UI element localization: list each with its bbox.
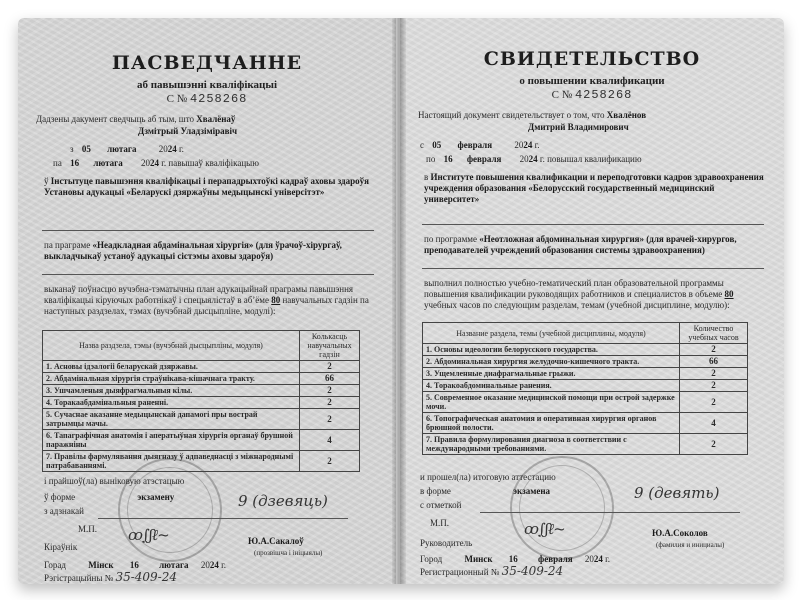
row-name: 4. Торакоабдоминальные ранения. — [423, 380, 680, 392]
row-name: 4. Торакаабдамінальныя раненні. — [43, 397, 300, 409]
row-hours: 66 — [680, 356, 748, 368]
blank-line — [422, 224, 764, 225]
row-hours: 2 — [680, 368, 748, 380]
row-hours: 4 — [680, 413, 748, 434]
program-block — [424, 234, 764, 256]
row-name: 3. Ущемленные диафрагмальные грыжи. — [423, 368, 680, 380]
to-year-prefix: 20 — [519, 154, 529, 164]
issue-year: 24 — [593, 554, 603, 564]
table-row — [423, 380, 748, 392]
left-page — [18, 18, 396, 584]
grade-value: 9 (девять) — [634, 484, 720, 502]
city-label: Горад — [44, 560, 66, 570]
table-row — [43, 397, 360, 409]
blank-line — [42, 274, 374, 275]
table-row — [423, 368, 748, 380]
from-year-prefix: 20 — [514, 140, 524, 150]
subjects-table — [422, 322, 748, 455]
certificate-number — [18, 94, 396, 105]
hours-text: навучальных гадзін па наступных раздзелах, тэмах (вучэбнай дысцыпліне, модулі): — [44, 295, 369, 316]
in-prefix: в — [424, 172, 429, 182]
grade-label: с отметкой — [420, 500, 462, 510]
row-hours: 2 — [680, 392, 748, 413]
from-year: 24 — [167, 144, 177, 154]
page-title: ПАСВЕДЧАННЕ — [111, 52, 303, 74]
certificate-booklet — [18, 18, 784, 584]
row-hours: 66 — [300, 373, 360, 385]
row-name: 5. Сучаснае аказанне медыцынскай дапамогі пры вострай затрымцы мачы. — [43, 409, 300, 430]
head-label: Руководитель — [420, 538, 473, 548]
blank-line — [42, 230, 374, 231]
grade-label: з адзнакай — [44, 506, 84, 516]
grade-value: 9 (дзевяць) — [238, 492, 328, 510]
issue-day: 16 — [129, 560, 139, 570]
program-name: «Неадкладная абдамінальная хірургія» (для ўрачоў-хірургаў, выкладчыкаў устаноў адукацыі сістэмы аховы здароўя) — [44, 240, 342, 261]
form-label: ў форме — [44, 492, 76, 502]
completed-text: полностью учебно-тематический план образовательной программы повышения квалификации руководящих работников и специалистов в объеме — [424, 278, 724, 299]
in-prefix: ў — [44, 176, 49, 186]
table-row — [43, 430, 360, 451]
from-year-suffix: г. — [179, 144, 184, 154]
issue-suffix: г. — [221, 560, 226, 570]
completion-block — [44, 284, 374, 317]
booklet-spine — [392, 18, 406, 584]
issue-year-prefix: 20 — [200, 560, 210, 570]
date-from — [70, 144, 184, 155]
number-value: 4258268 — [574, 88, 633, 102]
table-row — [43, 385, 360, 397]
row-name: 1. Основы идеологии белорусского государства. — [423, 344, 680, 356]
to-suffix: г. повышал — [539, 154, 583, 164]
completed-text: поўнасцю вучэбна-тэматычны план адукацыйнай праграмы павышэння кваліфікацыі кіруючых работнікаў і спецыялістаў в аб’ёме — [44, 284, 354, 305]
given-line — [418, 110, 646, 121]
head-name: Ю.А.Соколов — [652, 528, 708, 538]
blank-line — [422, 268, 764, 269]
row-hours: 2 — [300, 451, 360, 472]
row-hours: 2 — [680, 380, 748, 392]
reg-number: 35-409-24 — [501, 564, 564, 578]
signature-icon: ꝏ∫ʃℓ~ — [524, 520, 565, 538]
table-row — [423, 413, 748, 434]
header-name: Назва раздзела, тэмы (вучэбнай дысцыпліны, модуля) — [43, 331, 300, 361]
head-name: Ю.А.Сакалоў — [248, 536, 304, 546]
table-row — [43, 409, 360, 430]
form-label: в форме — [420, 486, 451, 496]
completed-prefix: выполнил — [424, 278, 463, 288]
from-day: 05 — [432, 140, 442, 150]
from-year: 24 — [523, 140, 533, 150]
completed-prefix: выканаў — [44, 284, 76, 294]
date-to — [426, 154, 642, 165]
from-year-suffix: г. — [534, 140, 540, 150]
row-hours: 2 — [300, 397, 360, 409]
header-hours: Количество учебных часов — [680, 323, 748, 344]
hours-text: учебных часов по следующим разделам, темам (учебной дисциплине, модулю): — [424, 300, 730, 310]
row-name: 1. Асновы ідэалогіі беларускай дзяржавы. — [43, 361, 300, 373]
issue-month: февраля — [538, 554, 573, 564]
program-prefix: по программе — [424, 234, 477, 244]
issue-day: 16 — [508, 554, 518, 564]
date-from — [420, 140, 540, 151]
seal-label: М.П. — [430, 518, 450, 528]
row-name: 3. Ушчамленыя дыяфрагмальныя кілы. — [43, 385, 300, 397]
blank-line — [480, 512, 740, 513]
table-row — [423, 434, 748, 455]
head-label: Кіраўнік — [44, 542, 78, 552]
to-suffix: г. павышаў — [161, 158, 203, 168]
to-label: па — [53, 158, 62, 168]
subjects-table — [42, 330, 360, 472]
registration-line — [44, 572, 177, 584]
from-label: з — [70, 144, 74, 154]
form-value: экзамена — [513, 486, 551, 496]
row-name: 7. Правила формулирования диагноза в соответствии с международными требованиями. — [423, 434, 680, 455]
hours-total: 80 — [271, 295, 281, 305]
to-tail: кваліфікацыю — [205, 158, 259, 168]
from-label: с — [420, 140, 424, 150]
seal-stamp — [118, 458, 222, 562]
reg-label: Регистрационный № — [420, 567, 500, 577]
seal-label: М.П. — [78, 524, 98, 534]
reg-label: Рэгістрацыйны № — [44, 573, 114, 583]
row-hours: 2 — [680, 434, 748, 455]
form-value: экзамену — [137, 492, 175, 502]
header-name: Название раздела, темы (учебной дисциплины, модуля) — [423, 323, 680, 344]
city: Мінск — [88, 560, 114, 570]
row-name: 2. Абдамінальная хірургія страўнікава-кішачнага тракту. — [43, 373, 300, 385]
issue-year: 24 — [209, 560, 219, 570]
issue-year-prefix: 20 — [584, 554, 594, 564]
institution-block — [44, 176, 374, 198]
form-line — [420, 486, 550, 497]
to-year: 24 — [150, 158, 159, 168]
header-hours: Колькасць навучальных гадзін — [300, 331, 360, 361]
program-block — [44, 240, 374, 262]
to-month: лютага — [93, 158, 123, 168]
row-hours: 2 — [300, 409, 360, 430]
to-day: 16 — [443, 154, 453, 164]
table-header — [423, 323, 748, 344]
to-day: 16 — [70, 158, 80, 168]
to-label: по — [426, 154, 436, 164]
grade-line — [44, 506, 84, 517]
row-name: 7. Правілы фармулявання дыягназу ў адпаведнасці з міжнароднымі патрабаваннямі. — [43, 451, 300, 472]
number-prefix: С № — [166, 93, 188, 105]
head-caption: (прозвішча і ініцыялы) — [254, 549, 323, 557]
institution: Інстытуце павышэння кваліфікацыі і перападрыхтоўкі кадраў аховы здароўя Установы адукацыі «Беларускі дзяржаўны медыцынскі універсітэт» — [44, 176, 369, 197]
hours-total: 80 — [724, 289, 734, 299]
full-name: Дмитрий Владимирович — [528, 122, 629, 132]
row-hours: 2 — [300, 361, 360, 373]
certificate-number — [400, 90, 784, 101]
city-label: Город — [420, 554, 443, 564]
table-row — [423, 392, 748, 413]
page-title: СВИДЕТЕЛЬСТВО — [483, 48, 701, 70]
to-tail: квалификацию — [584, 154, 642, 164]
grade-line — [420, 500, 461, 511]
to-year-prefix: 20 — [141, 158, 150, 168]
issue-suffix: г. — [605, 554, 611, 564]
full-name: Дзмітрый Уладзіміравіч — [138, 126, 238, 136]
registration-line — [420, 566, 563, 578]
date-to — [53, 158, 259, 169]
blank-line — [98, 518, 348, 519]
right-page — [400, 18, 784, 584]
table-row — [43, 361, 360, 373]
form-line — [44, 492, 174, 503]
from-day: 05 — [81, 144, 91, 154]
given-text: Дадзены дакумент сведчыць аб тым, што — [36, 114, 195, 124]
program-prefix: па праграме — [44, 240, 91, 250]
from-month: лютага — [107, 144, 137, 154]
table-row — [423, 356, 748, 368]
table-row — [423, 344, 748, 356]
row-name: 6. Топографическая анатомия и оперативная хирургия органов брюшной полости. — [423, 413, 680, 434]
surname: Хвалёнов — [606, 110, 647, 120]
number-value: 4258268 — [189, 92, 248, 106]
to-month: февраля — [466, 154, 502, 164]
given-line — [36, 114, 235, 125]
number-prefix: С № — [551, 89, 573, 101]
row-hours: 2 — [680, 344, 748, 356]
to-year: 24 — [528, 154, 538, 164]
program-name: «Неотложная абдоминальная хирургия» (для врачей-хирургов, преподавателей учреждений образования системы здравоохранения) — [424, 234, 737, 255]
issue-month: лютага — [159, 560, 189, 570]
row-hours: 2 — [300, 385, 360, 397]
row-hours: 4 — [300, 430, 360, 451]
city: Минск — [464, 554, 493, 564]
attestation-line: і прайшоў(ла) выніковую атэстацыю — [44, 476, 185, 486]
completion-block — [424, 278, 764, 311]
surname: Хвалёнаў — [196, 114, 236, 124]
institution: Институте повышения квалификации и переподготовки кадров здравоохранения учреждения образования «Белорусский государственный медицинский университет» — [424, 172, 764, 204]
signature-icon: ꝏ∫ʃℓ~ — [128, 526, 169, 544]
row-name: 2. Абдоминальная хирургия желудочно-кишечного тракта. — [423, 356, 680, 368]
head-caption: (фамилия и инициалы) — [656, 541, 725, 549]
table-header — [43, 331, 360, 361]
row-name: 5. Современное оказание медицинской помощи при острой задержке мочи. — [423, 392, 680, 413]
from-year-prefix: 20 — [158, 144, 168, 154]
page-subtitle: аб павышэнні кваліфікацыі — [136, 79, 278, 91]
given-text: Настоящий документ свидетельствует о том, что — [418, 110, 605, 120]
attestation-line: и прошел(ла) итоговую аттестацию — [420, 472, 556, 482]
page-subtitle: о повышении квалификации — [519, 75, 665, 87]
institution-block — [424, 172, 764, 205]
table-row — [43, 373, 360, 385]
from-month: февраля — [457, 140, 493, 150]
row-name: 6. Тапаграфічная анатомія і аператыўная хірургія органаў брушной паражніны — [43, 430, 300, 451]
reg-number: 35-409-24 — [115, 570, 178, 584]
